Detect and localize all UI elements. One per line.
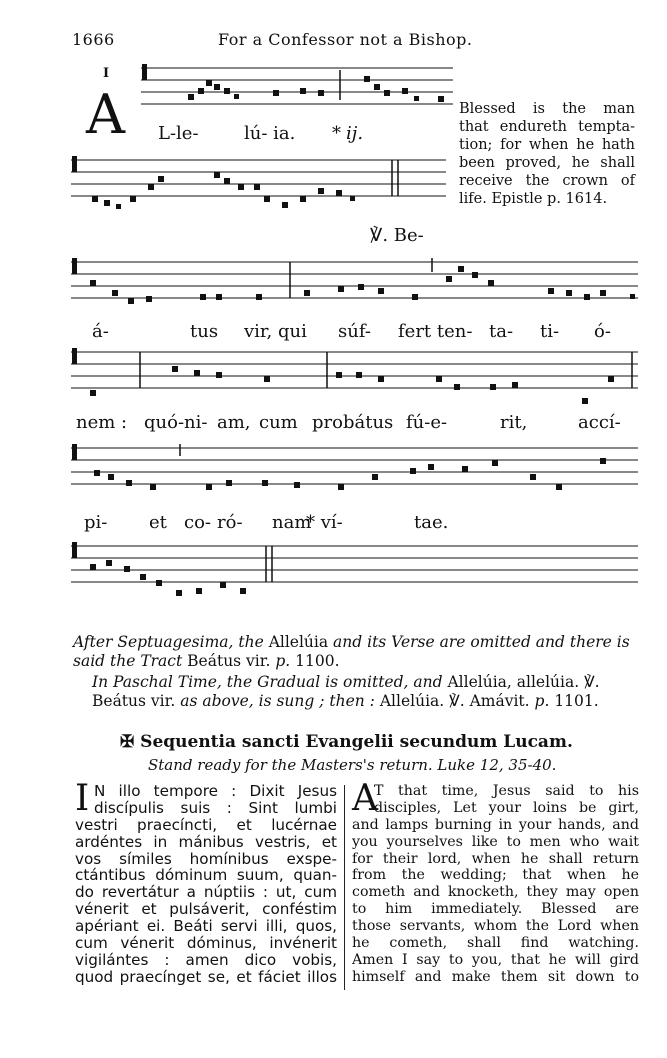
rubric-text: and its Verse are omitted and there is [333,633,630,651]
lyric-syllable: quó-ni- [144,412,208,433]
latin-line: vénerit et pulsáverit, conféstim [75,901,337,919]
rubric-text: Beátus vir. [187,652,271,670]
lyric-syllable: ta- [489,321,514,342]
latin-line: ardéntes in mánibus vestris, et [75,833,337,851]
verse-mark: ℣. Be- [370,225,424,246]
english-line: disciples, Let your loins be girt, [374,799,639,816]
latin-line: quod praecínget se, et fáciet illos [75,968,337,986]
latin-line: do revertátur a núptiis : ut, cum [75,884,337,902]
cross-icon: ✠ [120,732,135,752]
lyric-syllable: pi- [84,512,108,533]
lyric-syllable: nam [272,512,312,533]
english-line: and lamps burning in your hands, and [352,816,639,833]
rubric-text: 1101. [554,692,599,710]
lyric-syllable: ró- [217,512,243,533]
sidebar-line: life. Epistle p. 1614. [459,191,608,207]
lyric-syllable: rit, [500,412,528,433]
lyric-syllable: lú- ia. [244,123,296,144]
latin-line: apériant ei. Beáti servi illi, quos, [75,918,337,936]
rubric-text: p. [275,652,291,670]
lyric-syllable: tae. [414,512,449,533]
english-line: to him immediately. Blessed are [352,901,639,918]
latin-line: vigilántes : amen dico vobis, [75,951,337,969]
mode-number: I [103,66,110,81]
gospel-subtitle: Stand ready for the Masters's return. Luke 12, 35-40. [148,756,557,774]
lyric-syllable: ó- [594,321,611,342]
rubric-text: said the Tract [73,652,183,670]
lyric-syllable: súf- [338,321,371,342]
lyric-syllable: * ví- [306,512,343,533]
sidebar-line: that endureth tempta- [459,119,635,135]
gospel-title: Sequentia sancti Evangelii secundum Lucam. [140,732,573,752]
lyric-repeat: ij. [346,123,364,144]
english-line: you yourselves like to men who wait [352,833,639,850]
lyric-syllable: am, [217,412,251,433]
latin-line: N illo tempore : Dixit Jesus [94,783,337,800]
latin-column [75,778,337,986]
latin-line: ctántibus dóminum suum, quan- [75,867,337,885]
lyric-syllable: L-le- [158,123,199,144]
sidebar-line: receive the crown of [459,173,635,189]
sidebar-line: tion; for when he hath [459,137,635,153]
sidebar-line: been proved, he shall [459,155,635,171]
english-column [352,778,639,986]
rubric-text: Allelúia [268,633,329,651]
rubric-text: Allelúia, allelúia. ℣. Beátus [92,673,600,710]
latin-line: cum vénerit dóminus, invénerit [75,935,337,952]
lyric-syllable: cum [259,412,298,433]
page-number: 1666 [72,30,115,49]
english-line: cometh and knocketh, they may open [352,884,639,901]
lyric-syllable: et [149,512,167,533]
latin-line: discípulis suis : Sint lumbi [94,799,337,817]
english-line: from the wedding; that when he [352,867,639,884]
lyric-syllable: tus [190,321,219,342]
lyric-syllable: nem : [76,412,128,433]
lyric-syllable: probátus [312,412,394,433]
rubric-text: 1100. [295,652,340,670]
lyric-syllable: co- [184,512,211,533]
english-drop-initial: A [352,778,378,819]
english-line: T that time, Jesus said to his [374,783,639,799]
latin-line: vestri praecíncti, et lucérnae [75,816,337,834]
lyric-syllable: ti- [540,321,560,342]
lyric-syllable: fert ten- [398,321,473,342]
lyric-syllable: fú-e- [406,412,448,433]
lyric-asterisk: * [332,123,341,144]
english-line: he cometh, shall find watching. [352,935,639,952]
lyric-syllable: vir, qui [244,321,307,342]
lyric-syllable: accí- [578,412,621,433]
rubric-paschal [92,673,639,711]
column-divider [344,785,345,990]
english-line: himself and make them sit down to [352,968,639,985]
rubric-text: After Septuagesima, the [73,633,264,651]
rubric-text: Allelúia. ℣. Amávit. [379,692,530,710]
rubric-text: as above, is sung ; then : [180,692,375,710]
rubric-text: vir. [150,692,176,710]
english-line: Amen I say to you, that he will gird [352,951,639,968]
lyric-syllable: á- [92,321,109,342]
rubric-text: In Paschal Time, the Gradual is omitted, and [92,673,443,691]
english-line: those servants, whom the Lord when [352,918,639,935]
rubric-septuagesima [73,633,639,671]
gospel-heading [120,732,573,752]
latin-drop-initial: I [75,778,90,819]
chant-initial: A [86,83,125,146]
sidebar-translation [459,100,635,208]
latin-line: vos símiles homínibus exspe- [75,850,337,868]
rubric-text: p. [534,692,550,710]
page-title: For a Confessor not a Bishop. [218,30,473,49]
english-line: for their lord, when he shall return [352,850,639,867]
sidebar-line: Blessed is the man [459,101,635,117]
